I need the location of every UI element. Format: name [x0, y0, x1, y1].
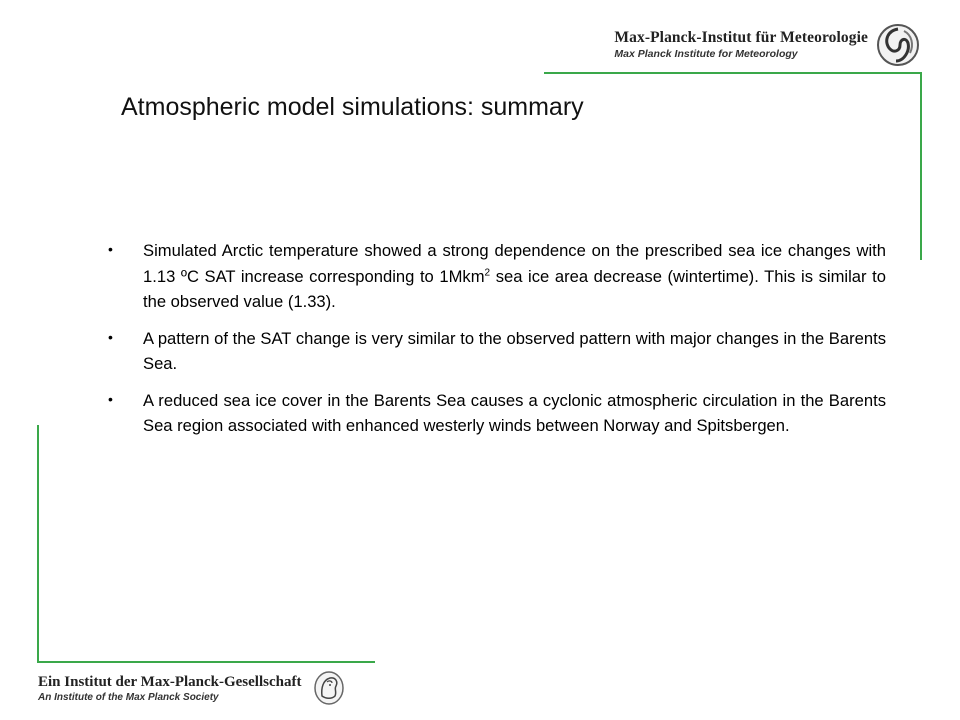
summary-bullet-list — [108, 238, 886, 450]
bottom-divider-line — [37, 661, 375, 663]
institute-header-text — [614, 29, 868, 61]
bullet-text: A pattern of the SAT change is very similar to the observed pattern with major changes in the Barents Sea. — [143, 328, 886, 373]
society-name-english: An Institute of the Max Planck Society — [38, 691, 219, 703]
bullet-text-continued: sea ice area decrease (wintertime). This is similar to the observed value (1.33). — [143, 266, 886, 311]
bullet-dot: • — [108, 390, 113, 407]
bullet-item — [108, 326, 886, 377]
top-divider-line — [544, 72, 922, 74]
right-divider-line — [920, 72, 922, 260]
bullet-item — [108, 238, 886, 315]
bullet-superscript: 2 — [484, 266, 491, 278]
bullet-dot: • — [108, 328, 113, 345]
minerva-emblem-icon — [313, 670, 345, 706]
bullet-text: A reduced sea ice cover in the Barents Sea causes a cyclonic atmospheric circulation in the Barents Sea region associated with enhanced westerly winds between Norway and Spitsbergen. — [143, 390, 886, 435]
society-name: Ein Institut der Max-Planck-Gesellschaft — [38, 673, 302, 690]
slide-title: Atmospheric model simulations: summary — [121, 93, 584, 121]
institute-name-english: Max Planck Institute for Meteorology — [614, 48, 798, 60]
bullet-dot: • — [108, 241, 113, 257]
institute-name: Max-Planck-Institut für Meteorologie — [614, 29, 868, 46]
institute-emblem-icon — [876, 23, 920, 67]
institute-header-logo — [614, 22, 920, 68]
bullet-item — [108, 388, 886, 439]
society-footer-logo — [38, 668, 345, 708]
bullet-text: Simulated Arctic temperature showed a strong dependence on the prescribed sea ice changes with 1.13 ºC SAT increase corresponding to 1Mkm — [143, 241, 886, 286]
society-footer-text — [38, 673, 301, 704]
left-divider-line — [37, 425, 39, 663]
